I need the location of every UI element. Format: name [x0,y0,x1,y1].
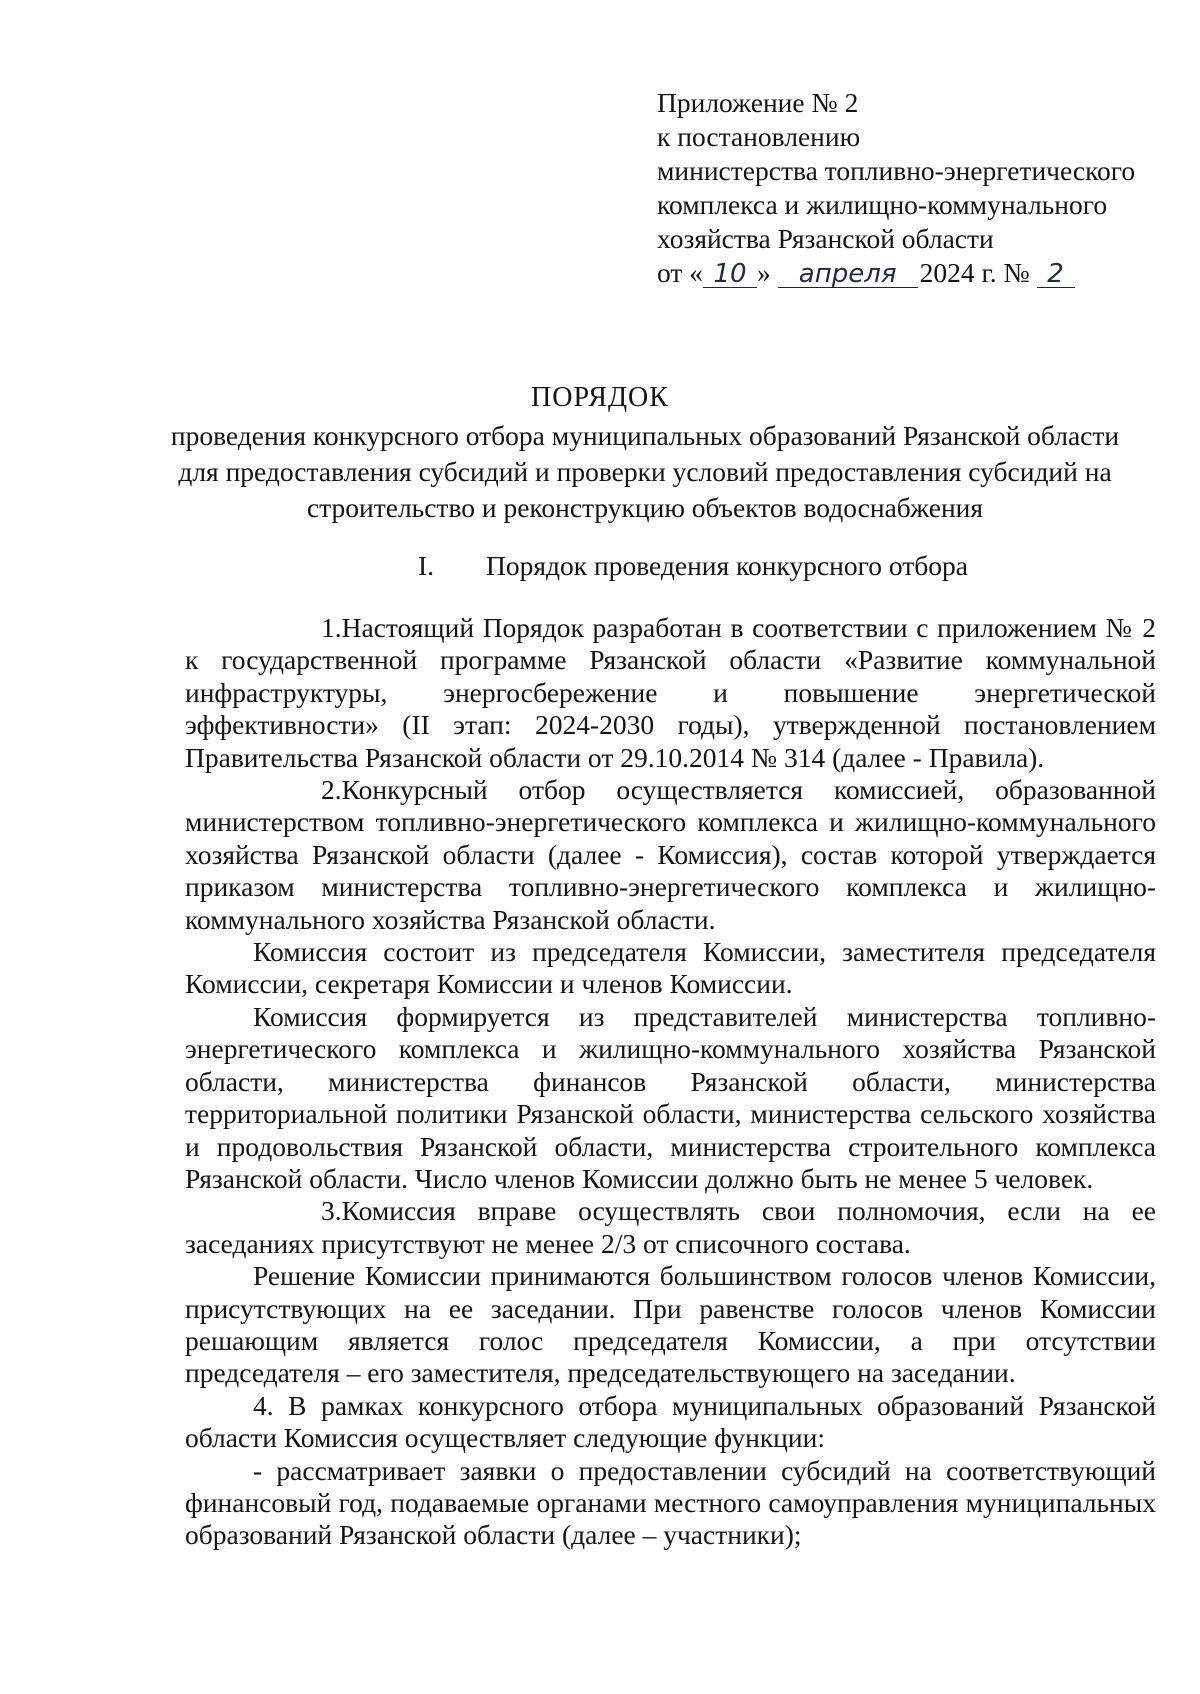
paragraph-text: Комиссия формируется из представителей министерства топливно-энергетического комплекса и жилищно-коммунального хозяйства Рязанской области, министерства финансов Рязанской области, министерства территориальной политики Рязанской области, министерства сельского хозяйства и продовольствия Рязанской области, министерства строительного комплекса Рязанской области. Число членов Комиссии должно быть не менее 5 человек. [185,1000,1156,1194]
paragraph-text: Комиссия вправе осуществлять свои полномочия, если на ее заседаниях присутствуют не менее 2/3 от списочного состава. [185,1195,1156,1259]
appendix-line: хозяйства Рязанской области [657,223,994,254]
paragraph [185,1390,1156,1455]
handwritten-month: апреля [778,261,918,288]
appendix-line: министерства топливно-энергетического [657,155,1136,186]
appendix-line: Приложение № 2 [657,87,859,118]
date-mid: » [757,257,771,288]
date-year: 2024 г. № [919,257,1030,288]
appendix-line: к постановлению [657,121,861,152]
paragraph-text: Комиссия состоит из председателя Комиссии, заместителя председателя Комиссии, секретаря Комиссии и членов Комиссии. [185,936,1156,1000]
paragraph-number: 2. [321,774,342,806]
paragraph-text: 4. В рамках конкурсного отбора муниципальных образований Рязанской области Комиссия осуществляет следующие функции: [185,1389,1156,1454]
handwritten-number: 2 [1037,261,1075,288]
handwritten-day: 10 [703,261,757,288]
document-subtitle: проведения конкурсного отбора муниципальных образований Рязанской области для предоставления субсидий и проверки условий предоставления субсидий на строительство и реконструкцию объектов водоснабжения [170,420,1120,523]
document-body [185,612,1156,1552]
paragraph [185,1455,1156,1552]
section-heading [418,550,968,582]
paragraph [185,612,1156,774]
paragraph [185,1195,1156,1260]
paragraph-text: - рассматривает заявки о предоставлении субсидий на соответствующий финансовый год, подаваемые органами местного самоуправления муниципальных образований Рязанской области (далее – участники); [185,1454,1156,1551]
paragraph [185,936,1156,1001]
paragraph-text: Конкурсный отбор осуществляется комиссией, образованной министерством топливно-энергетического комплекса и жилищно-коммунального хозяйства Рязанской области (далее - Комиссия), состав которой утверждается приказом министерства топливно-энергетического комплекса и жилищно-коммунального хозяйства Рязанской области. [185,774,1156,935]
paragraph [185,1001,1156,1195]
paragraph-text: Настоящий Порядок разработан в соответствии с приложением № 2 к государственной программе Рязанской области «Развитие коммунальной инфраструктуры, энергосбережение и повышение энергетической эффективности» (II этап: 2024-2030 годы), утвержденной постановлением Правительства Рязанской области от 29.10.2014 № 314 (далее - Правила). [185,612,1156,773]
paragraph-number: 3. [321,1195,342,1227]
section-title: Порядок проведения конкурсного отбора [486,550,968,581]
date-prefix: от « [657,257,704,288]
appendix-date-line [657,256,1157,290]
appendix-line: комплекса и жилищно-коммунального [657,189,1108,220]
document-title: ПОРЯДОК [531,382,669,413]
paragraph-text: Решение Комиссии принимаются большинством голосов членов Комиссии, присутствующих на ее заседании. При равенстве голосов членов Комиссии решающим является голос председателя Комиссии, а при отсутствии председателя – его заместителя, председательствующего на заседании. [185,1260,1156,1389]
appendix-header [657,86,1157,290]
paragraph [185,1260,1156,1390]
paragraph [185,774,1156,936]
section-number: I. [418,550,435,581]
paragraph-number: 1. [321,612,342,643]
